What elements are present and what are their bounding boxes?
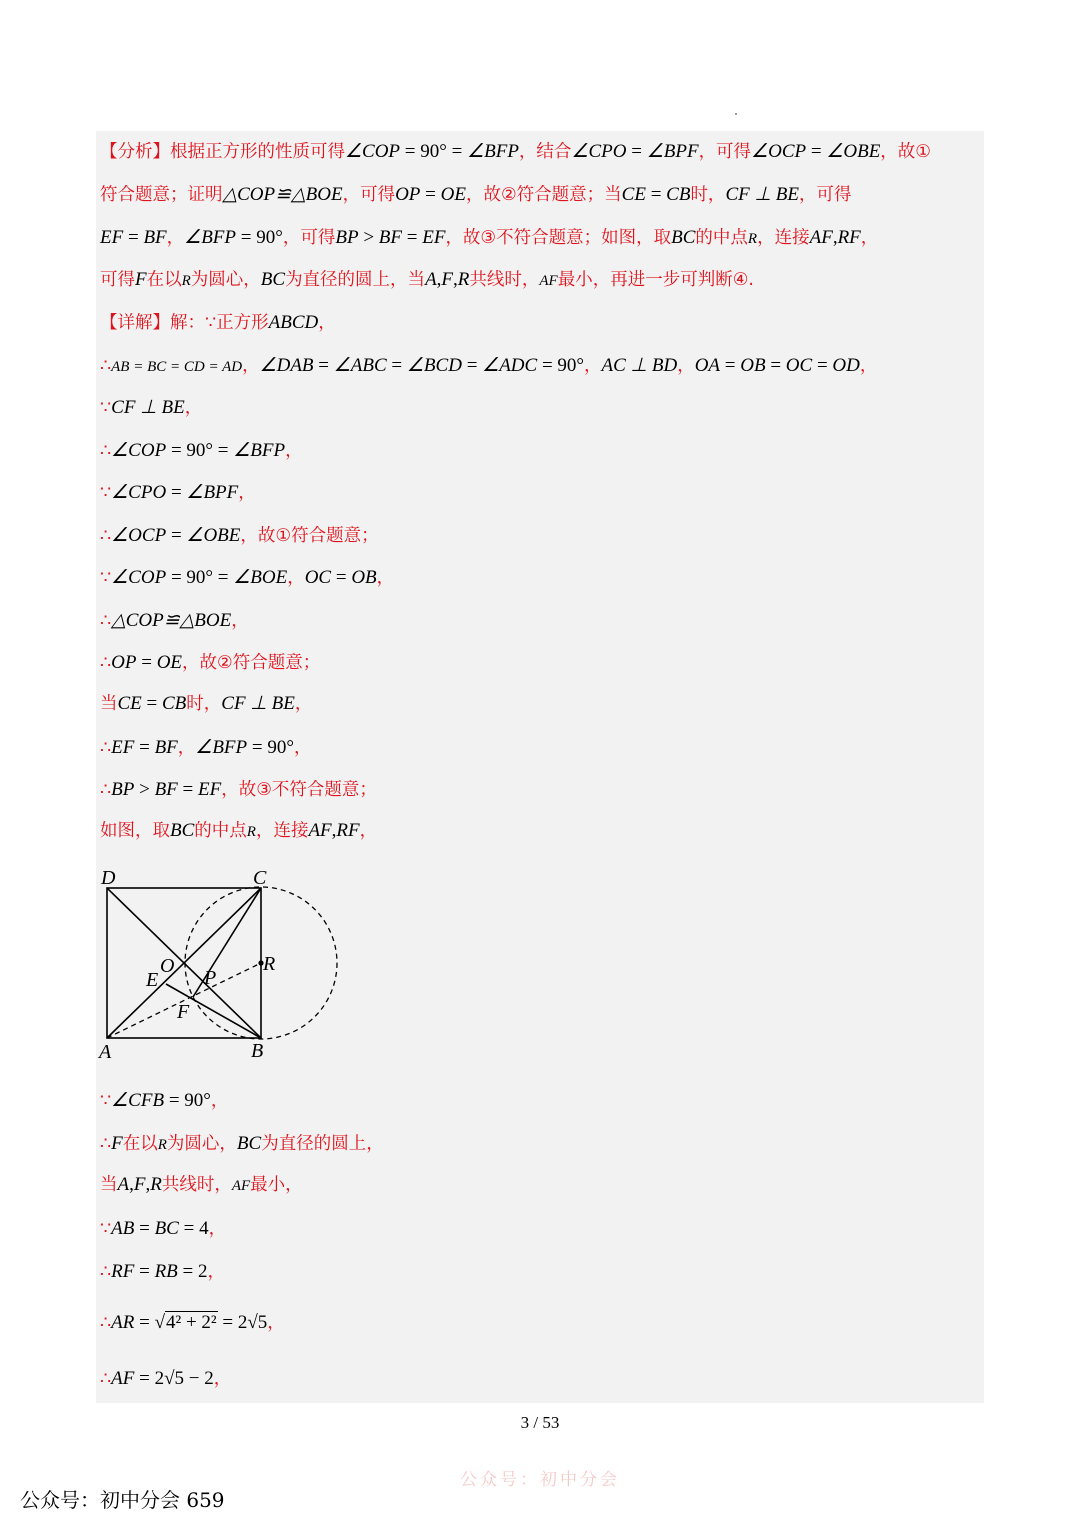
text-segment: ， bbox=[267, 1313, 285, 1333]
math-segment: AF bbox=[231, 1178, 251, 1194]
math-segment: = bbox=[402, 227, 423, 248]
text-segment: ， bbox=[238, 483, 256, 503]
math-segment: = 90° bbox=[537, 355, 585, 376]
logic-symbol: ∴ bbox=[100, 355, 112, 375]
math-segment: > bbox=[134, 779, 155, 800]
text-segment: ， bbox=[318, 313, 336, 333]
text-segment: 当 bbox=[100, 694, 118, 714]
text-line bbox=[100, 1259, 225, 1284]
math-segment: CF ⊥ BE bbox=[111, 397, 185, 418]
math-segment: ∠CFB bbox=[111, 1090, 165, 1111]
math-segment: ∠BCD bbox=[406, 355, 462, 376]
math-segment: OE bbox=[440, 184, 466, 205]
math-segment: , bbox=[436, 269, 442, 290]
watermark: 公众号：初中分会 bbox=[460, 1470, 620, 1490]
math-segment: BP bbox=[335, 227, 359, 248]
stray-mark bbox=[735, 113, 737, 115]
math-segment: AC ⊥ BD bbox=[601, 355, 678, 376]
text-segment: ，可得 bbox=[798, 185, 852, 205]
text-line bbox=[100, 735, 311, 760]
math-segment: BF bbox=[154, 779, 178, 800]
text-line bbox=[100, 1173, 303, 1198]
math-segment: △COP≌△BOE bbox=[111, 610, 232, 631]
math-segment: ∠COP bbox=[111, 567, 167, 588]
text-segment: 当 bbox=[100, 1175, 118, 1195]
label-b: B bbox=[251, 1040, 264, 1062]
text-segment: ，故③不符合题意； bbox=[221, 780, 377, 800]
math-segment: = 2√5 bbox=[217, 1312, 268, 1333]
math-segment: ∠CPO bbox=[111, 482, 167, 503]
logic-symbol: ∴ bbox=[100, 1261, 112, 1281]
math-segment: F bbox=[111, 1133, 123, 1154]
label-o: O bbox=[160, 955, 175, 977]
math-segment: = bbox=[134, 1261, 155, 1282]
math-segment: BF bbox=[154, 737, 178, 758]
text-line bbox=[100, 1216, 226, 1241]
math-segment: CB bbox=[162, 693, 187, 714]
text-line bbox=[100, 692, 312, 716]
math-segment: AB bbox=[111, 1218, 135, 1239]
math-segment: 4² + 2² bbox=[166, 1312, 217, 1333]
text-segment: ，故①符合题意； bbox=[240, 526, 379, 546]
math-segment: = 90° = bbox=[166, 440, 234, 461]
label-p: P bbox=[204, 967, 217, 989]
math-segment: RF bbox=[111, 1261, 135, 1282]
math-segment: ∠COP bbox=[111, 440, 167, 461]
text-segment: ，可得 bbox=[342, 185, 396, 205]
text-segment: 如图，取 bbox=[100, 821, 170, 841]
text-segment: 时， bbox=[690, 185, 726, 205]
math-segment: = bbox=[166, 482, 187, 503]
math-segment: BP bbox=[111, 779, 135, 800]
math-segment: ∠BFP bbox=[195, 737, 248, 758]
math-segment: AB = BC = CD = AD bbox=[111, 359, 243, 375]
text-segment: ， bbox=[166, 228, 185, 248]
text-segment: 共线时， bbox=[161, 1175, 232, 1195]
text-line bbox=[100, 438, 303, 463]
logic-symbol: ∵ bbox=[100, 397, 112, 417]
math-segment: = bbox=[806, 141, 827, 162]
math-segment: , bbox=[832, 227, 838, 248]
text-segment: 时， bbox=[186, 694, 222, 714]
text-segment: ， bbox=[859, 356, 878, 376]
logic-symbol: ∴ bbox=[100, 737, 112, 757]
math-segment: = 2√5 − 2 bbox=[134, 1368, 214, 1389]
text-segment: 可得 bbox=[100, 270, 135, 290]
math-segment: = bbox=[420, 184, 441, 205]
text-segment: ， bbox=[210, 1091, 229, 1111]
logic-symbol: ∴ bbox=[100, 1368, 112, 1388]
text-segment: ，结合 bbox=[518, 142, 572, 162]
math-segment: > bbox=[358, 227, 379, 248]
math-segment: = bbox=[331, 567, 352, 588]
text-segment: ， bbox=[285, 441, 303, 461]
math-segment: = 90° bbox=[164, 1090, 211, 1111]
math-segment: BF bbox=[378, 227, 402, 248]
math-segment: = bbox=[134, 1218, 155, 1239]
text-segment: ， bbox=[213, 1369, 232, 1389]
math-segment: △COP≌△BOE bbox=[222, 184, 343, 205]
math-segment: BC bbox=[236, 1133, 262, 1154]
geometry-diagram bbox=[96, 862, 356, 1062]
text-line bbox=[100, 608, 249, 633]
text-segment: 最小， bbox=[250, 1175, 303, 1195]
text-segment: 符合题意；证明 bbox=[100, 185, 223, 205]
label-r: R bbox=[263, 953, 276, 975]
math-segment: OP bbox=[111, 652, 137, 673]
logic-symbol: ∵ bbox=[100, 482, 112, 502]
math-segment: ∠BFP bbox=[467, 141, 519, 162]
text-line bbox=[100, 1366, 231, 1391]
math-segment: EF bbox=[111, 737, 135, 758]
text-line bbox=[100, 268, 754, 293]
text-segment: 在以 bbox=[146, 270, 182, 290]
math-segment: OB bbox=[740, 355, 766, 376]
label-a: A bbox=[99, 1041, 112, 1062]
math-segment: ∠BOE bbox=[233, 567, 288, 588]
math-segment: ∠COP bbox=[345, 141, 401, 162]
math-segment: F bbox=[135, 269, 147, 290]
logic-symbol: ∵ bbox=[100, 1218, 112, 1238]
text-line bbox=[100, 777, 377, 802]
math-segment: , bbox=[453, 269, 458, 290]
math-segment: F bbox=[441, 269, 454, 290]
math-segment: CF ⊥ BE bbox=[725, 184, 799, 205]
text-line bbox=[100, 565, 394, 590]
math-segment: , bbox=[129, 1174, 134, 1195]
logic-symbol: ∴ bbox=[100, 440, 112, 460]
label-f: F bbox=[177, 1001, 190, 1023]
math-segment: R bbox=[157, 1137, 167, 1153]
text-segment: 为直径的圆上， bbox=[261, 1134, 384, 1154]
text-segment: ， bbox=[207, 1262, 226, 1282]
credit-text: 公众号：初中分会 659 bbox=[20, 1488, 225, 1512]
text-line bbox=[100, 353, 877, 379]
math-segment: = bbox=[313, 355, 334, 376]
text-segment: 为圆心， bbox=[190, 270, 261, 290]
text-segment: ， bbox=[184, 398, 203, 418]
math-segment: BC bbox=[170, 820, 195, 841]
math-segment: = bbox=[461, 355, 483, 376]
text-segment: 的中点 bbox=[194, 821, 247, 841]
text-line bbox=[100, 480, 256, 505]
text-line bbox=[100, 1310, 285, 1335]
math-segment: R bbox=[150, 1174, 162, 1195]
logic-symbol: ∴ bbox=[100, 610, 112, 630]
math-segment: = 4 bbox=[178, 1218, 209, 1239]
math-segment: R bbox=[457, 269, 470, 290]
text-segment: ，故②符合题意；当 bbox=[465, 185, 622, 205]
text-line bbox=[100, 819, 377, 844]
math-segment: AF bbox=[308, 820, 332, 841]
text-segment: ， bbox=[293, 738, 312, 758]
text-line bbox=[100, 1131, 384, 1157]
math-segment: ∠BFP bbox=[233, 440, 286, 461]
math-segment: RF bbox=[336, 820, 360, 841]
math-segment: EF bbox=[100, 227, 124, 248]
math-segment: ABCD bbox=[268, 312, 319, 333]
math-segment: A bbox=[117, 1174, 130, 1195]
math-segment: OC bbox=[785, 355, 813, 376]
text-segment: ，可得 bbox=[282, 228, 336, 248]
logic-symbol: ∴ bbox=[100, 652, 112, 672]
math-segment: = bbox=[141, 693, 162, 714]
math-segment: ∠OBE bbox=[186, 525, 241, 546]
text-segment: 共线时， bbox=[469, 270, 540, 290]
math-segment: = bbox=[134, 1312, 155, 1333]
math-segment: = bbox=[123, 227, 144, 248]
label-d: D bbox=[101, 867, 116, 889]
math-segment: ∠DAB bbox=[259, 355, 314, 376]
math-segment: AF bbox=[539, 273, 558, 289]
label-e: E bbox=[146, 969, 159, 991]
text-segment: 【详解】解： bbox=[100, 313, 205, 333]
math-segment: ∠CPO bbox=[571, 141, 627, 162]
math-segment: F bbox=[133, 1174, 146, 1195]
math-segment: OA bbox=[694, 355, 721, 376]
text-segment: ，故① bbox=[880, 142, 931, 162]
math-segment: = bbox=[645, 184, 667, 205]
math-segment: = bbox=[166, 525, 187, 546]
math-segment: ∠BPF bbox=[646, 141, 699, 162]
text-line bbox=[100, 140, 931, 164]
math-segment: AR bbox=[111, 1312, 135, 1333]
math-segment: √ bbox=[154, 1312, 166, 1333]
text-segment: ， bbox=[860, 228, 879, 248]
math-segment: = bbox=[626, 141, 647, 162]
text-line bbox=[100, 523, 379, 548]
logic-symbol: ∴ bbox=[100, 1312, 112, 1332]
math-segment: ∠BFP bbox=[184, 227, 237, 248]
math-segment: = bbox=[177, 779, 199, 800]
text-segment: ， bbox=[584, 356, 602, 376]
math-segment: R bbox=[747, 231, 758, 247]
text-segment: ，连接 bbox=[255, 821, 309, 841]
text-segment: ， bbox=[359, 821, 378, 841]
text-segment: ， bbox=[208, 1219, 227, 1239]
math-segment: OD bbox=[832, 355, 860, 376]
text-segment: ，可得 bbox=[698, 142, 752, 162]
math-segment: EF bbox=[198, 779, 222, 800]
math-segment: = bbox=[812, 355, 833, 376]
text-segment: 【分析】根据正方形的性质可得 bbox=[100, 142, 345, 162]
math-segment: BC bbox=[154, 1218, 179, 1239]
text-segment: ，故②符合题意； bbox=[182, 653, 321, 673]
math-segment: = bbox=[720, 355, 741, 376]
math-segment: ∠OBE bbox=[826, 141, 881, 162]
math-segment: RF bbox=[837, 227, 861, 248]
text-segment: ，故③不符合题意；如图，取 bbox=[445, 228, 672, 248]
math-segment: CE bbox=[117, 693, 142, 714]
math-segment: = 2 bbox=[177, 1261, 208, 1282]
math-segment: = bbox=[765, 355, 786, 376]
text-segment: 的中点 bbox=[695, 228, 748, 248]
math-segment: OE bbox=[156, 652, 183, 673]
math-segment: = 90° = bbox=[400, 141, 468, 162]
text-segment: ， bbox=[177, 738, 196, 758]
math-segment: R bbox=[246, 824, 256, 840]
math-segment: A bbox=[425, 269, 437, 290]
math-segment: ∠ADC bbox=[482, 355, 538, 376]
math-segment: OC bbox=[304, 567, 332, 588]
math-segment: , bbox=[145, 1174, 151, 1195]
text-segment: ， bbox=[287, 568, 305, 588]
math-segment: = bbox=[386, 355, 407, 376]
math-segment: ∠ABC bbox=[333, 355, 387, 376]
label-c: C bbox=[253, 867, 267, 889]
math-segment: ∠OCP bbox=[751, 141, 807, 162]
math-segment: CE bbox=[621, 184, 646, 205]
math-segment: OB bbox=[351, 567, 377, 588]
math-segment: = bbox=[136, 652, 157, 673]
math-segment: OP bbox=[395, 184, 421, 205]
math-segment: ∠OCP bbox=[111, 525, 167, 546]
text-line bbox=[100, 1088, 228, 1113]
text-segment: ， bbox=[376, 568, 395, 588]
text-segment: ，连接 bbox=[757, 228, 810, 248]
math-segment: = 90° bbox=[247, 737, 294, 758]
math-segment: = 90° bbox=[236, 227, 283, 248]
text-segment: 在以 bbox=[122, 1134, 158, 1154]
text-segment: 正方形 bbox=[216, 313, 269, 333]
math-segment: EF bbox=[422, 227, 446, 248]
logic-symbol: ∴ bbox=[100, 525, 112, 545]
logic-symbol: ∴ bbox=[100, 779, 112, 799]
text-segment: ， bbox=[677, 356, 695, 376]
text-line bbox=[100, 310, 336, 335]
math-segment: CB bbox=[666, 184, 691, 205]
math-segment: AF bbox=[809, 227, 833, 248]
math-segment: BC bbox=[671, 227, 696, 248]
text-segment: 最小，再进一步可判断④. bbox=[557, 270, 754, 290]
text-line bbox=[100, 183, 851, 207]
math-segment: = bbox=[134, 737, 155, 758]
text-line bbox=[100, 226, 878, 251]
math-segment: CF ⊥ BE bbox=[221, 693, 295, 714]
math-segment: AF bbox=[111, 1368, 135, 1389]
math-segment: = 90° = bbox=[166, 567, 234, 588]
text-line bbox=[100, 395, 202, 420]
logic-symbol: ∵ bbox=[100, 1090, 112, 1110]
math-segment: , bbox=[331, 820, 337, 841]
text-segment: ， bbox=[231, 611, 249, 631]
math-segment: RB bbox=[154, 1261, 178, 1282]
math-segment: R bbox=[181, 273, 191, 289]
logic-symbol: ∵ bbox=[205, 312, 217, 332]
page-number: 3 / 53 bbox=[520, 1413, 560, 1432]
text-segment: 为圆心， bbox=[166, 1134, 237, 1154]
math-segment: BC bbox=[260, 269, 286, 290]
math-segment: BF bbox=[143, 227, 167, 248]
logic-symbol: ∴ bbox=[100, 1133, 112, 1153]
text-segment: ， bbox=[294, 694, 313, 714]
text-line bbox=[100, 650, 320, 675]
text-segment: ， bbox=[242, 356, 260, 376]
text-segment: 为直径的圆上，当 bbox=[285, 270, 426, 290]
math-segment: ∠BPF bbox=[186, 482, 239, 503]
logic-symbol: ∵ bbox=[100, 567, 112, 587]
